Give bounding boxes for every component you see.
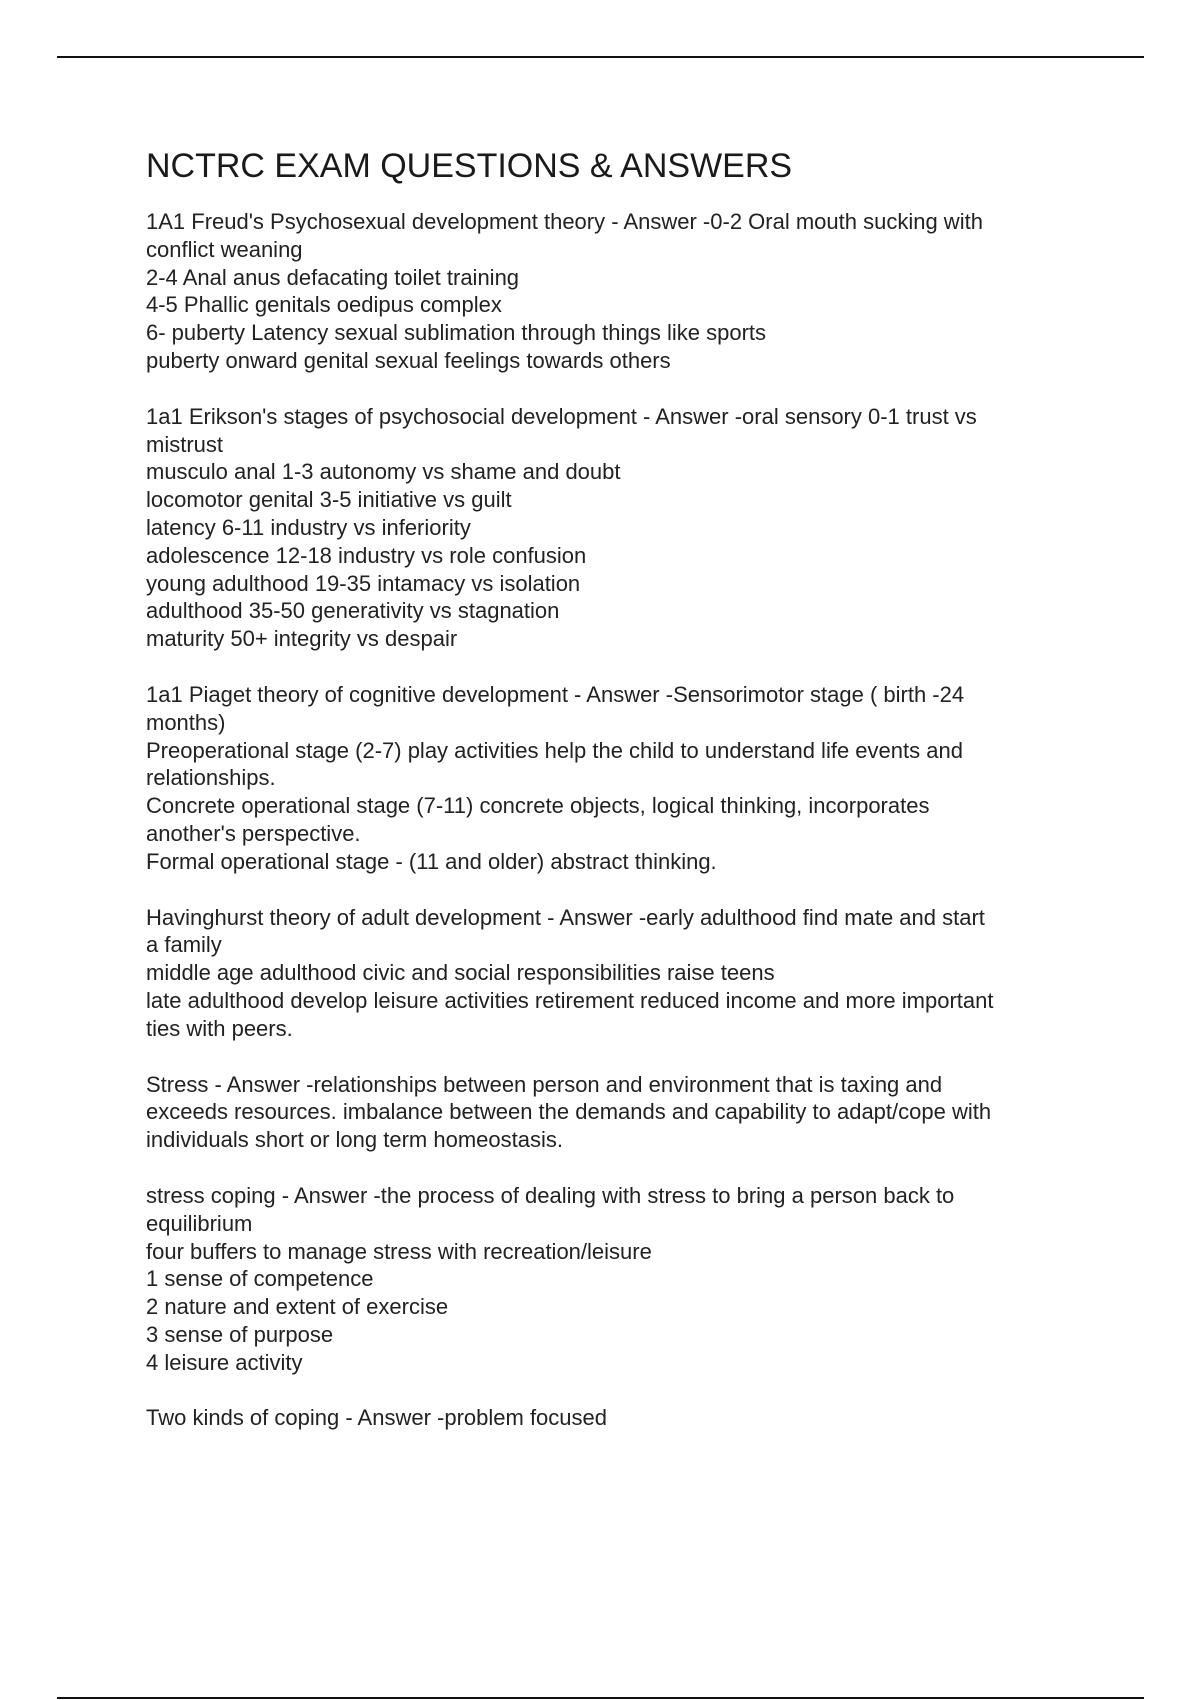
entry-line: latency 6-11 industry vs inferiority bbox=[146, 514, 471, 540]
entry-line: Concrete operational stage (7-11) concrete objects, logical thinking, incorporates bbox=[146, 793, 930, 819]
document-title: NCTRC EXAM QUESTIONS & ANSWERS bbox=[146, 147, 793, 185]
entry-line: puberty onward genital sexual feelings towards others bbox=[146, 347, 671, 373]
entry-line: 1a1 Erikson's stages of psychosocial development - Answer -oral sensory 0-1 trust vs bbox=[146, 403, 977, 429]
entry-line: Havinghurst theory of adult development - Answer -early adulthood find mate and start bbox=[146, 904, 985, 930]
qa-entry-freud bbox=[146, 208, 1086, 375]
entry-line: Formal operational stage - (11 and older) abstract thinking. bbox=[146, 848, 717, 874]
entry-line: adolescence 12-18 industry vs role confusion bbox=[146, 542, 587, 568]
entry-line: Two kinds of coping - Answer -problem focused bbox=[146, 1405, 608, 1431]
entry-line: conflict weaning bbox=[146, 236, 303, 262]
entry-line: four buffers to manage stress with recreation/leisure bbox=[146, 1238, 652, 1264]
qa-entry-havinghurst bbox=[146, 904, 1086, 1043]
entry-line: adulthood 35-50 generativity vs stagnation bbox=[146, 598, 560, 624]
entry-line: 4-5 Phallic genitals oedipus complex bbox=[146, 292, 502, 318]
qa-entry-stress bbox=[146, 1071, 1086, 1154]
entry-line: individuals short or long term homeostasis. bbox=[146, 1127, 563, 1153]
entry-line: Preoperational stage (2-7) play activities help the child to understand life events and bbox=[146, 737, 963, 763]
qa-entry-erikson bbox=[146, 403, 1086, 653]
entry-line: late adulthood develop leisure activities retirement reduced income and more important bbox=[146, 987, 994, 1013]
entry-line: another's perspective. bbox=[146, 820, 361, 846]
entry-line: 4 leisure activity bbox=[146, 1349, 303, 1375]
top-rule bbox=[57, 56, 1144, 58]
entry-line: middle age adulthood civic and social responsibilities raise teens bbox=[146, 960, 775, 986]
entry-line: stress coping - Answer -the process of dealing with stress to bring a person back to bbox=[146, 1182, 955, 1208]
entry-line: maturity 50+ integrity vs despair bbox=[146, 626, 458, 652]
entry-line: exceeds resources. imbalance between the demands and capability to adapt/cope with bbox=[146, 1099, 992, 1125]
entry-line: Stress - Answer -relationships between person and environment that is taxing and bbox=[146, 1071, 943, 1097]
entry-line: 1 sense of competence bbox=[146, 1266, 374, 1292]
entry-line: locomotor genital 3-5 initiative vs guilt bbox=[146, 487, 512, 513]
entry-line: relationships. bbox=[146, 765, 276, 791]
entry-line: 1A1 Freud's Psychosexual development theory - Answer -0-2 Oral mouth sucking with bbox=[146, 209, 983, 234]
document-body bbox=[146, 142, 1086, 1460]
entry-line: 6- puberty Latency sexual sublimation through things like sports bbox=[146, 320, 767, 346]
entry-line: 2-4 Anal anus defacating toilet training bbox=[146, 264, 520, 290]
entry-line: ties with peers. bbox=[146, 1015, 293, 1041]
bottom-rule bbox=[57, 1697, 1144, 1699]
entry-line: young adulthood 19-35 intamacy vs isolation bbox=[146, 570, 581, 596]
qa-entry-piaget bbox=[146, 681, 1086, 876]
entry-line: 2 nature and extent of exercise bbox=[146, 1294, 449, 1320]
entry-line: 1a1 Piaget theory of cognitive development - Answer -Sensorimotor stage ( birth -24 bbox=[146, 681, 965, 707]
qa-entry-coping-kinds bbox=[146, 1404, 1086, 1432]
entry-line: a family bbox=[146, 932, 222, 958]
entry-line: mistrust bbox=[146, 431, 223, 457]
entry-line: 3 sense of purpose bbox=[146, 1321, 334, 1347]
entry-line: equilibrium bbox=[146, 1210, 253, 1236]
entry-line: musculo anal 1-3 autonomy vs shame and doubt bbox=[146, 459, 621, 485]
qa-entry-stress-coping bbox=[146, 1182, 1086, 1377]
entry-line: months) bbox=[146, 709, 226, 735]
